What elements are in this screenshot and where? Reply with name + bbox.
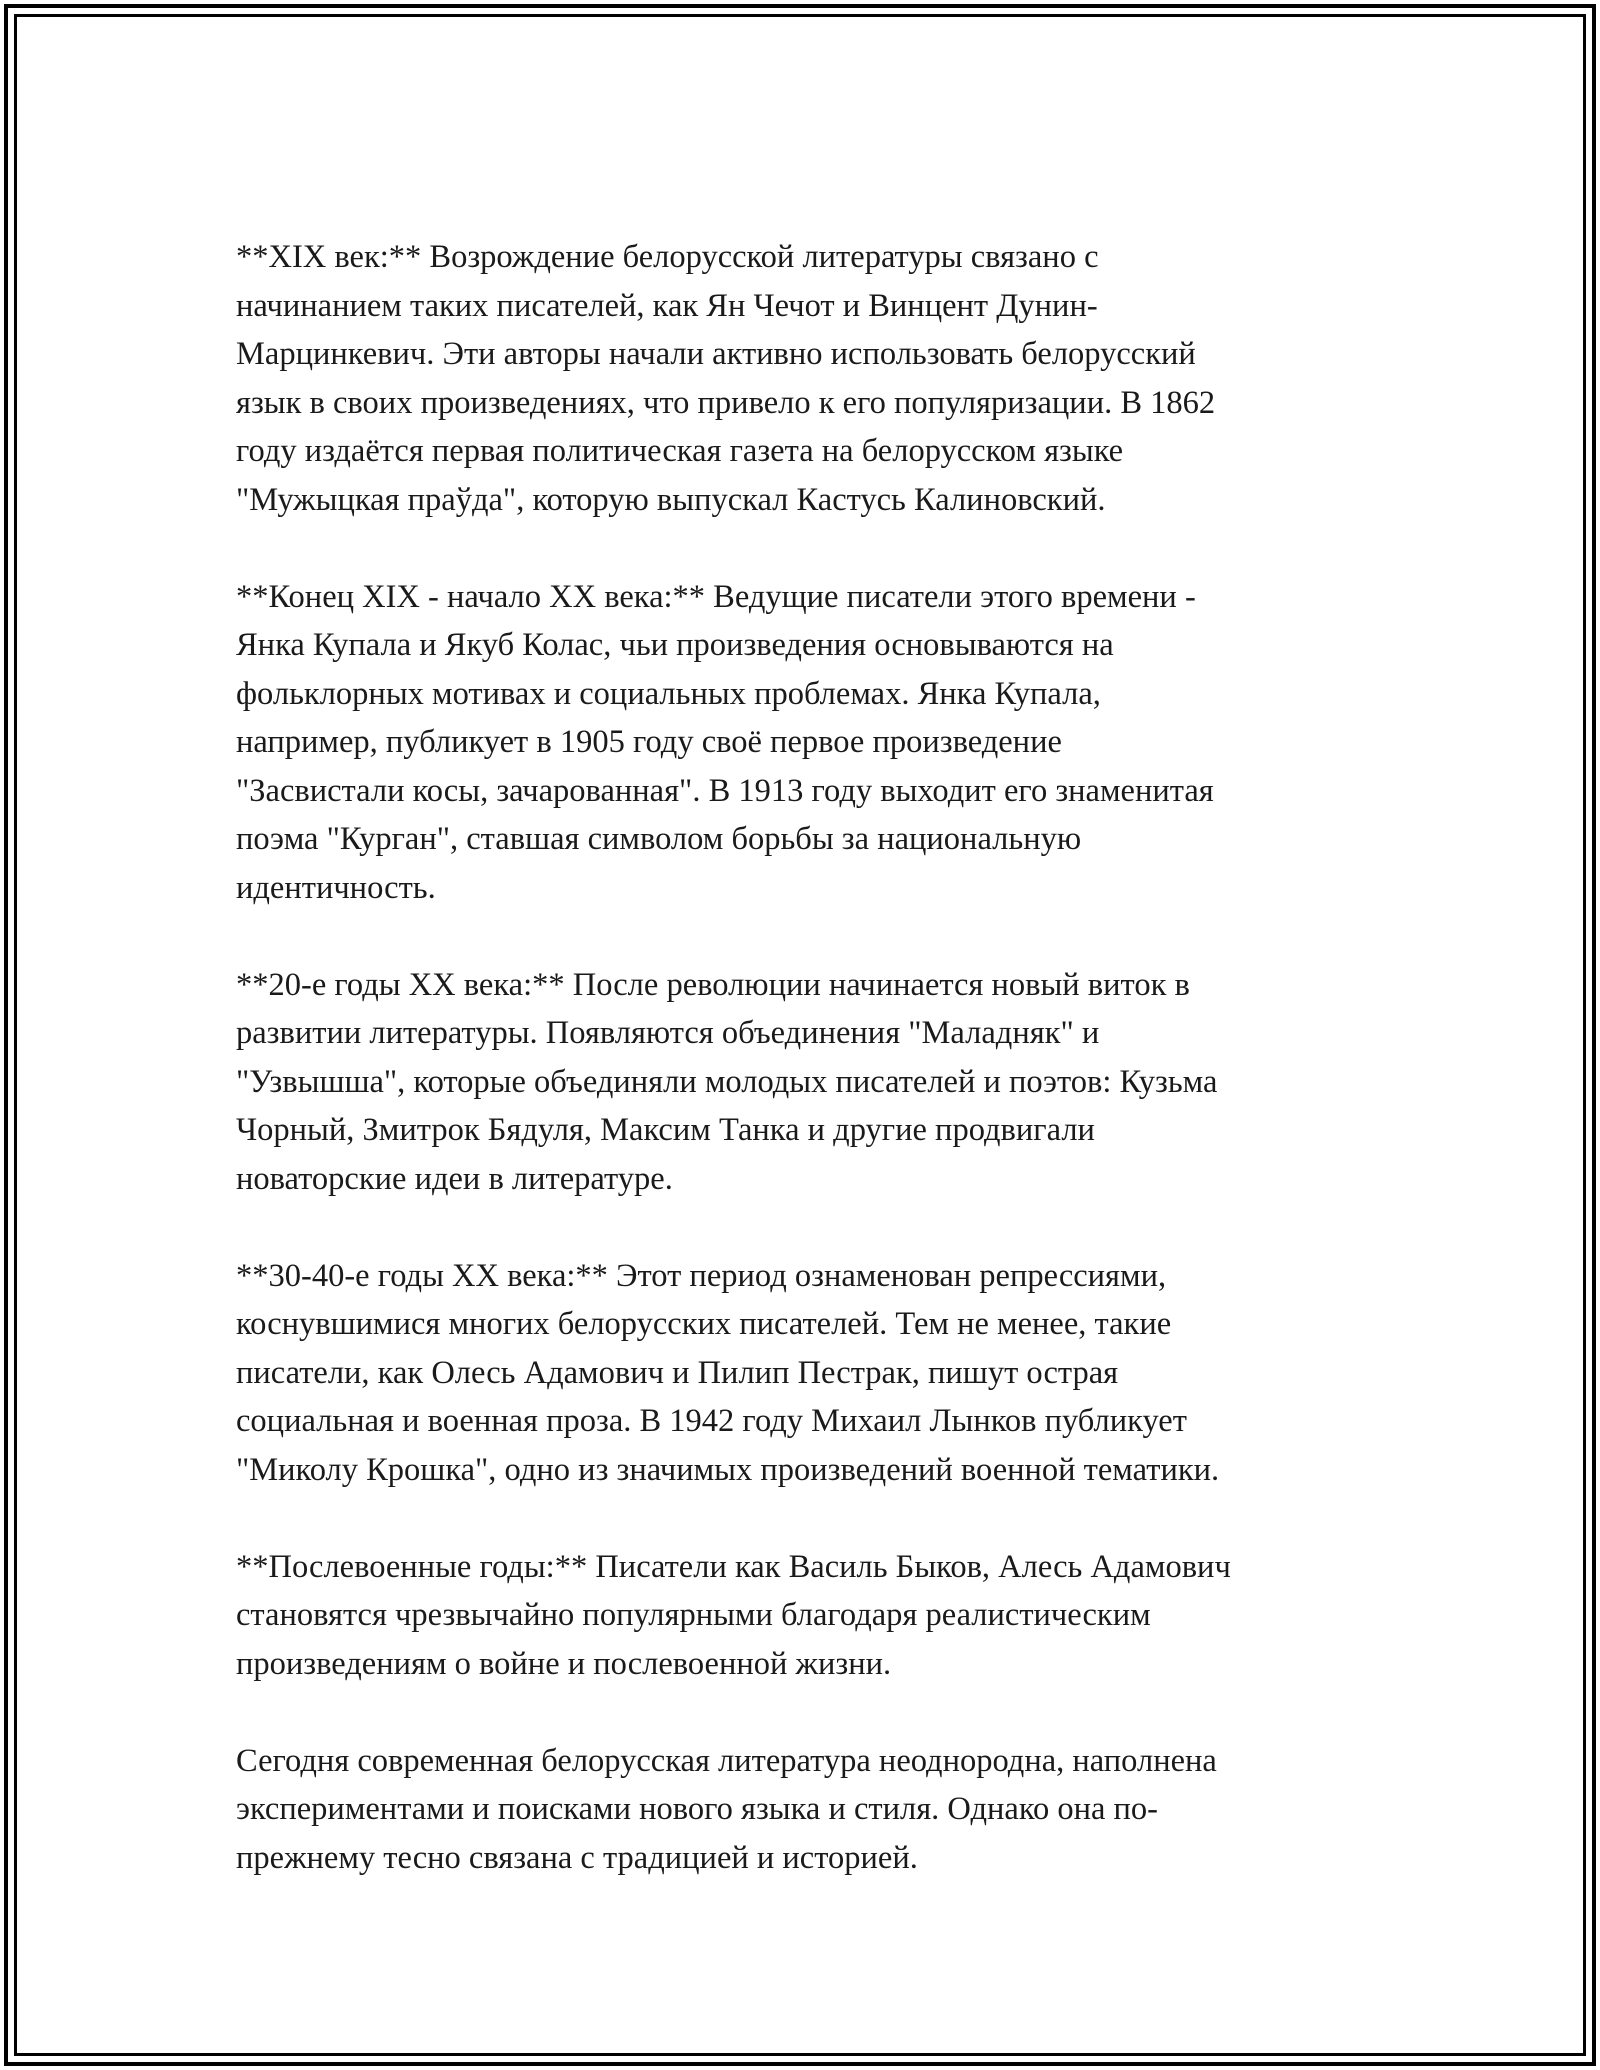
paragraph-today: Сегодня современная белорусская литература неоднородна, наполнена экспериментами и поисками нового языка и стиля. Однако она по- прежнему тесно связана с традицией и историей. bbox=[236, 1742, 1217, 1876]
paragraph-postwar: **Послевоенные годы:** Писатели как Василь Быков, Алесь Адамович становятся чрезвычайно популярными благодаря реалистическим произведениям о войне и послевоенной жизни. bbox=[236, 1548, 1231, 1682]
paragraph-1920s: **20-е годы XX века:** После революции начинается новый виток в развитии литературы. Появляются объединения "Маладняк" и "Узвышша", которые объединяли молодых писателей и поэтов: Кузьма Чорный, Змитрок Бядуля, Максим Танка и другие продвигали новаторские идеи в литературе. bbox=[236, 966, 1218, 1197]
document-body bbox=[236, 233, 1376, 1882]
paragraph-19th-century: **XIX век:** Возрождение белорусской литературы связано с начинанием таких писателей, как Ян Чечот и Винцент Дунин- Марцинкевич. Эти авторы начали активно использовать белорусский язык в своих произведениях, что привело к его популяризации. В 1862 году издаётся первая политическая газета на белорусском языке "Мужыцкая праўда", которую выпускал Кастусь Калиновский. bbox=[236, 239, 1216, 518]
paragraph-turn-of-century: **Конец XIX - начало XX века:** Ведущие писатели этого времени - Янка Купала и Якуб Колас, чьи произведения основываются на фольклорных мотивах и социальных проблемах. Янка Купала, например, публикует в 1905 году своё первое произведение "Засвистали косы, зачарованная". В 1913 году выходит его знаменитая поэма "Курган", ставшая символом борьбы за национальную идентичность. bbox=[236, 578, 1214, 906]
paragraph-1930s-1940s: **30-40-е годы XX века:** Этот период ознаменован репрессиями, коснувшимися многих белорусских писателей. Тем не менее, такие писатели, как Олесь Адамович и Пилип Пестрак, пишут острая социальная и военная проза. В 1942 году Михаил Лынков публикует "Миколу Крошка", одно из значимых произведений военной тематики. bbox=[236, 1257, 1220, 1488]
